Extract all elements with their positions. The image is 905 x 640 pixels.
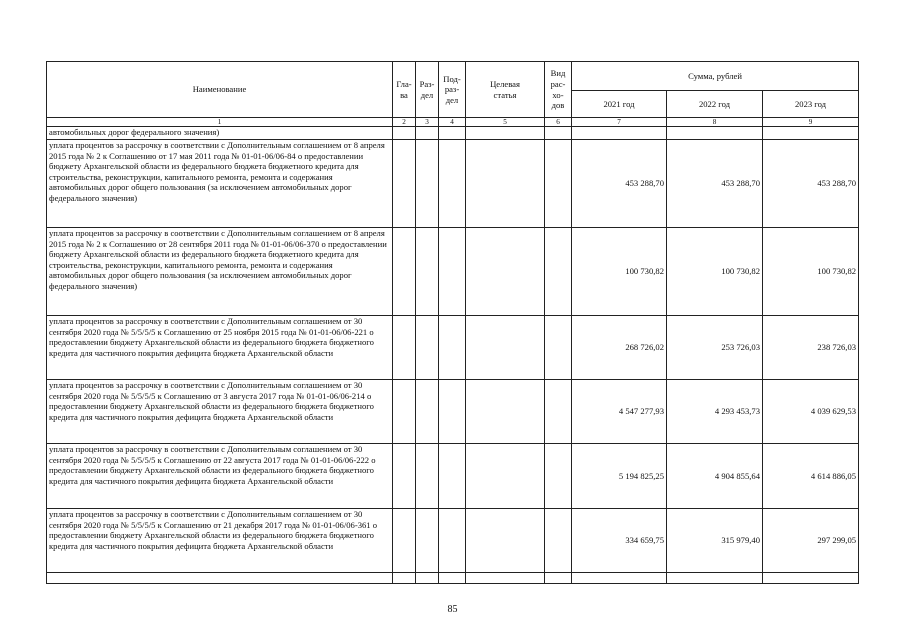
empty-cell	[763, 573, 859, 584]
row-amount-2022: 453 288,70	[667, 140, 763, 228]
row-amount-2022: 100 730,82	[667, 228, 763, 316]
header-razdel: Раз- дел	[416, 62, 439, 118]
row-glava	[393, 140, 416, 228]
column-number: 6	[545, 118, 572, 127]
column-number-row	[47, 118, 859, 127]
row-glava	[393, 316, 416, 380]
row-amount-2022: 315 979,40	[667, 509, 763, 573]
row-amount-2021: 268 726,02	[572, 316, 667, 380]
table-row	[47, 228, 859, 316]
row-target	[466, 444, 545, 509]
row-amount-2023: 4 039 629,53	[763, 380, 859, 444]
empty-cell	[47, 573, 393, 584]
header-target: Целевая статья	[466, 62, 545, 118]
row-amount-2022: 253 726,03	[667, 316, 763, 380]
row-name: автомобильных дорог федерального значения)	[47, 127, 393, 140]
row-name: уплата процентов за рассрочку в соответствии с Дополнительным соглашением от 30 сентября 2020 года № 5/5/5/5 к Соглашению от 22 августа 2017 года № 01-01-06/06-222 о предоставлении бюджету Архангельской области из федерального бюджета бюджетного кредита для частичного покрытия дефицита бюджета Архангельской области	[47, 444, 393, 509]
header-year-2022: 2022 год	[667, 91, 763, 118]
row-name: уплата процентов за рассрочку в соответствии с Дополнительным соглашением от 8 апреля 2015 года № 2 к Соглашению от 17 мая 2011 года № 01-01-06/06-84 о предоставлении бюджету Архангельской области из федерального бюджета бюджетного кредита для строительства, реконструкции, капитального ремонта, ремонта и содержания автомобильных дорог общего пользования (за исключением автомобильных дорог федерального значения)	[47, 140, 393, 228]
row-amount-2022	[667, 127, 763, 140]
empty-cell	[572, 573, 667, 584]
row-razdel	[416, 316, 439, 380]
row-razdel	[416, 140, 439, 228]
row-podrazdel	[439, 228, 466, 316]
row-amount-2022: 4 904 855,64	[667, 444, 763, 509]
empty-cell	[393, 573, 416, 584]
row-podrazdel	[439, 140, 466, 228]
row-razdel	[416, 127, 439, 140]
row-vid	[545, 316, 572, 380]
column-number: 7	[572, 118, 667, 127]
header-name: Наименование	[47, 62, 393, 118]
row-vid	[545, 380, 572, 444]
table-row	[47, 127, 859, 140]
row-amount-2021: 5 194 825,25	[572, 444, 667, 509]
row-amount-2023	[763, 127, 859, 140]
column-number: 9	[763, 118, 859, 127]
column-number: 8	[667, 118, 763, 127]
row-amount-2021: 100 730,82	[572, 228, 667, 316]
header-year-2023: 2023 год	[763, 91, 859, 118]
row-razdel	[416, 228, 439, 316]
row-razdel	[416, 380, 439, 444]
row-amount-2023: 297 299,05	[763, 509, 859, 573]
header-glava: Гла- ва	[393, 62, 416, 118]
row-glava	[393, 380, 416, 444]
column-number: 4	[439, 118, 466, 127]
row-amount-2023: 238 726,03	[763, 316, 859, 380]
table-row	[47, 140, 859, 228]
row-target	[466, 140, 545, 228]
row-podrazdel	[439, 444, 466, 509]
column-number: 3	[416, 118, 439, 127]
row-vid	[545, 127, 572, 140]
row-glava	[393, 228, 416, 316]
row-amount-2023: 4 614 886,05	[763, 444, 859, 509]
row-name: уплата процентов за рассрочку в соответствии с Дополнительным соглашением от 8 апреля 2015 года № 2 к Соглашению от 28 сентября 2011 года № 01-01-06/06-370 о предоставлении бюджету Архангельской области из федерального бюджета бюджетного кредита для строительства, реконструкции, капитального ремонта, ремонта и содержания автомобильных дорог общего пользования (за исключением автомобильных дорог федерального значения)	[47, 228, 393, 316]
row-target	[466, 316, 545, 380]
table-row	[47, 380, 859, 444]
header-podrazdel: Под- раз- дел	[439, 62, 466, 118]
row-glava	[393, 509, 416, 573]
empty-cell	[416, 573, 439, 584]
row-amount-2022: 4 293 453,73	[667, 380, 763, 444]
header-row-top	[47, 62, 859, 91]
header-vid: Вид рас- хо- дов	[545, 62, 572, 118]
table-row	[47, 316, 859, 380]
empty-cell	[439, 573, 466, 584]
row-vid	[545, 444, 572, 509]
header-year-2021: 2021 год	[572, 91, 667, 118]
row-name: уплата процентов за рассрочку в соответствии с Дополнительным соглашением от 30 сентября 2020 года № 5/5/5/5 к Соглашению от 25 ноября 2015 года № 01-01-06/06-221 о предоставлении бюджету Архангельской области из федерального бюджета бюджетного кредита для частичного покрытия дефицита бюджета Архангельской области	[47, 316, 393, 380]
row-amount-2021	[572, 127, 667, 140]
row-razdel	[416, 444, 439, 509]
row-amount-2021: 334 659,75	[572, 509, 667, 573]
row-amount-2021: 4 547 277,93	[572, 380, 667, 444]
row-podrazdel	[439, 380, 466, 444]
empty-cell	[545, 573, 572, 584]
row-podrazdel	[439, 316, 466, 380]
row-target	[466, 127, 545, 140]
row-target	[466, 380, 545, 444]
row-razdel	[416, 509, 439, 573]
column-number: 5	[466, 118, 545, 127]
row-target	[466, 509, 545, 573]
row-amount-2021: 453 288,70	[572, 140, 667, 228]
header-sum: Сумма, рублей	[572, 62, 859, 91]
row-name: уплата процентов за рассрочку в соответствии с Дополнительным соглашением от 30 сентября 2020 года № 5/5/5/5 к Соглашению от 3 августа 2017 года № 01-01-06/06-214 о предоставлении бюджету Архангельской области из федерального бюджета бюджетного кредита для частичного покрытия дефицита бюджета Архангельской области	[47, 380, 393, 444]
row-vid	[545, 228, 572, 316]
budget-table	[46, 61, 859, 584]
row-vid	[545, 509, 572, 573]
row-podrazdel	[439, 509, 466, 573]
row-name: уплата процентов за рассрочку в соответствии с Дополнительным соглашением от 30 сентября 2020 года № 5/5/5/5 к Соглашению от 21 декабря 2017 года № 01-01-06/06-361 о предоставлении бюджету Архангельской области из федерального бюджета бюджетного кредита для частичного покрытия дефицита бюджета Архангельской области	[47, 509, 393, 573]
table-row	[47, 509, 859, 573]
empty-cell	[667, 573, 763, 584]
column-number: 1	[47, 118, 393, 127]
table-row-empty	[47, 573, 859, 584]
row-glava	[393, 444, 416, 509]
empty-cell	[466, 573, 545, 584]
row-amount-2023: 453 288,70	[763, 140, 859, 228]
row-target	[466, 228, 545, 316]
table-row	[47, 444, 859, 509]
page-number: 85	[447, 604, 458, 615]
row-amount-2023: 100 730,82	[763, 228, 859, 316]
row-glava	[393, 127, 416, 140]
column-number: 2	[393, 118, 416, 127]
row-vid	[545, 140, 572, 228]
row-podrazdel	[439, 127, 466, 140]
